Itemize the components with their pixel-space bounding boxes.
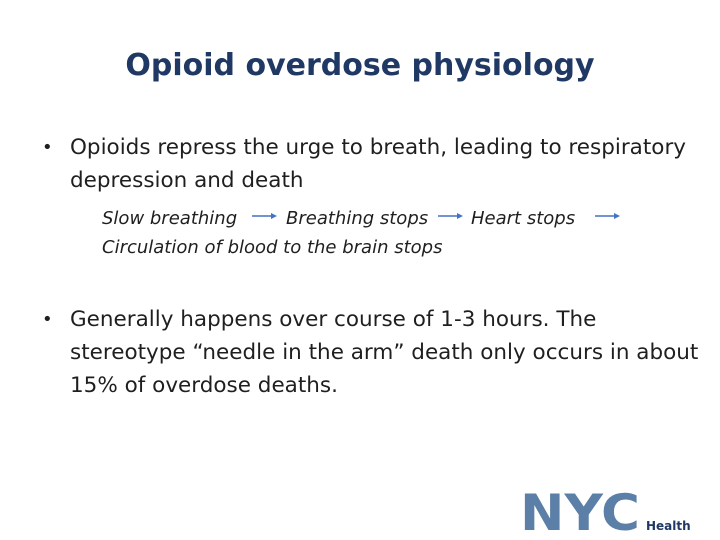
sequence-step: Circulation of blood to the brain stops (102, 237, 443, 258)
nyc-health-logo (520, 488, 695, 534)
logo-mark: NYC (520, 488, 640, 534)
bullet-text: Generally happens over course of 1-3 hours. The stereotype “needle in the arm” death only occurs in about 15% of overdose deaths. (70, 307, 699, 398)
sequence-step: Slow breathing (102, 208, 238, 229)
bullet-item (42, 131, 702, 201)
sequence-step: Breathing stops (286, 208, 429, 229)
right-arrow-icon (252, 204, 278, 233)
right-arrow-icon (595, 204, 621, 233)
slide-title: Opioid overdose physiology (125, 48, 595, 83)
bullet-marker: • (42, 137, 53, 158)
bullet-item (42, 303, 702, 413)
bullet-marker: • (42, 309, 53, 330)
logo-subtext: Health (646, 519, 691, 533)
sequence-step: Heart stops (471, 208, 576, 229)
right-arrow-icon (438, 204, 464, 233)
bullet-text: Opioids repress the urge to breath, leading to respiratory depression and death (70, 135, 687, 193)
